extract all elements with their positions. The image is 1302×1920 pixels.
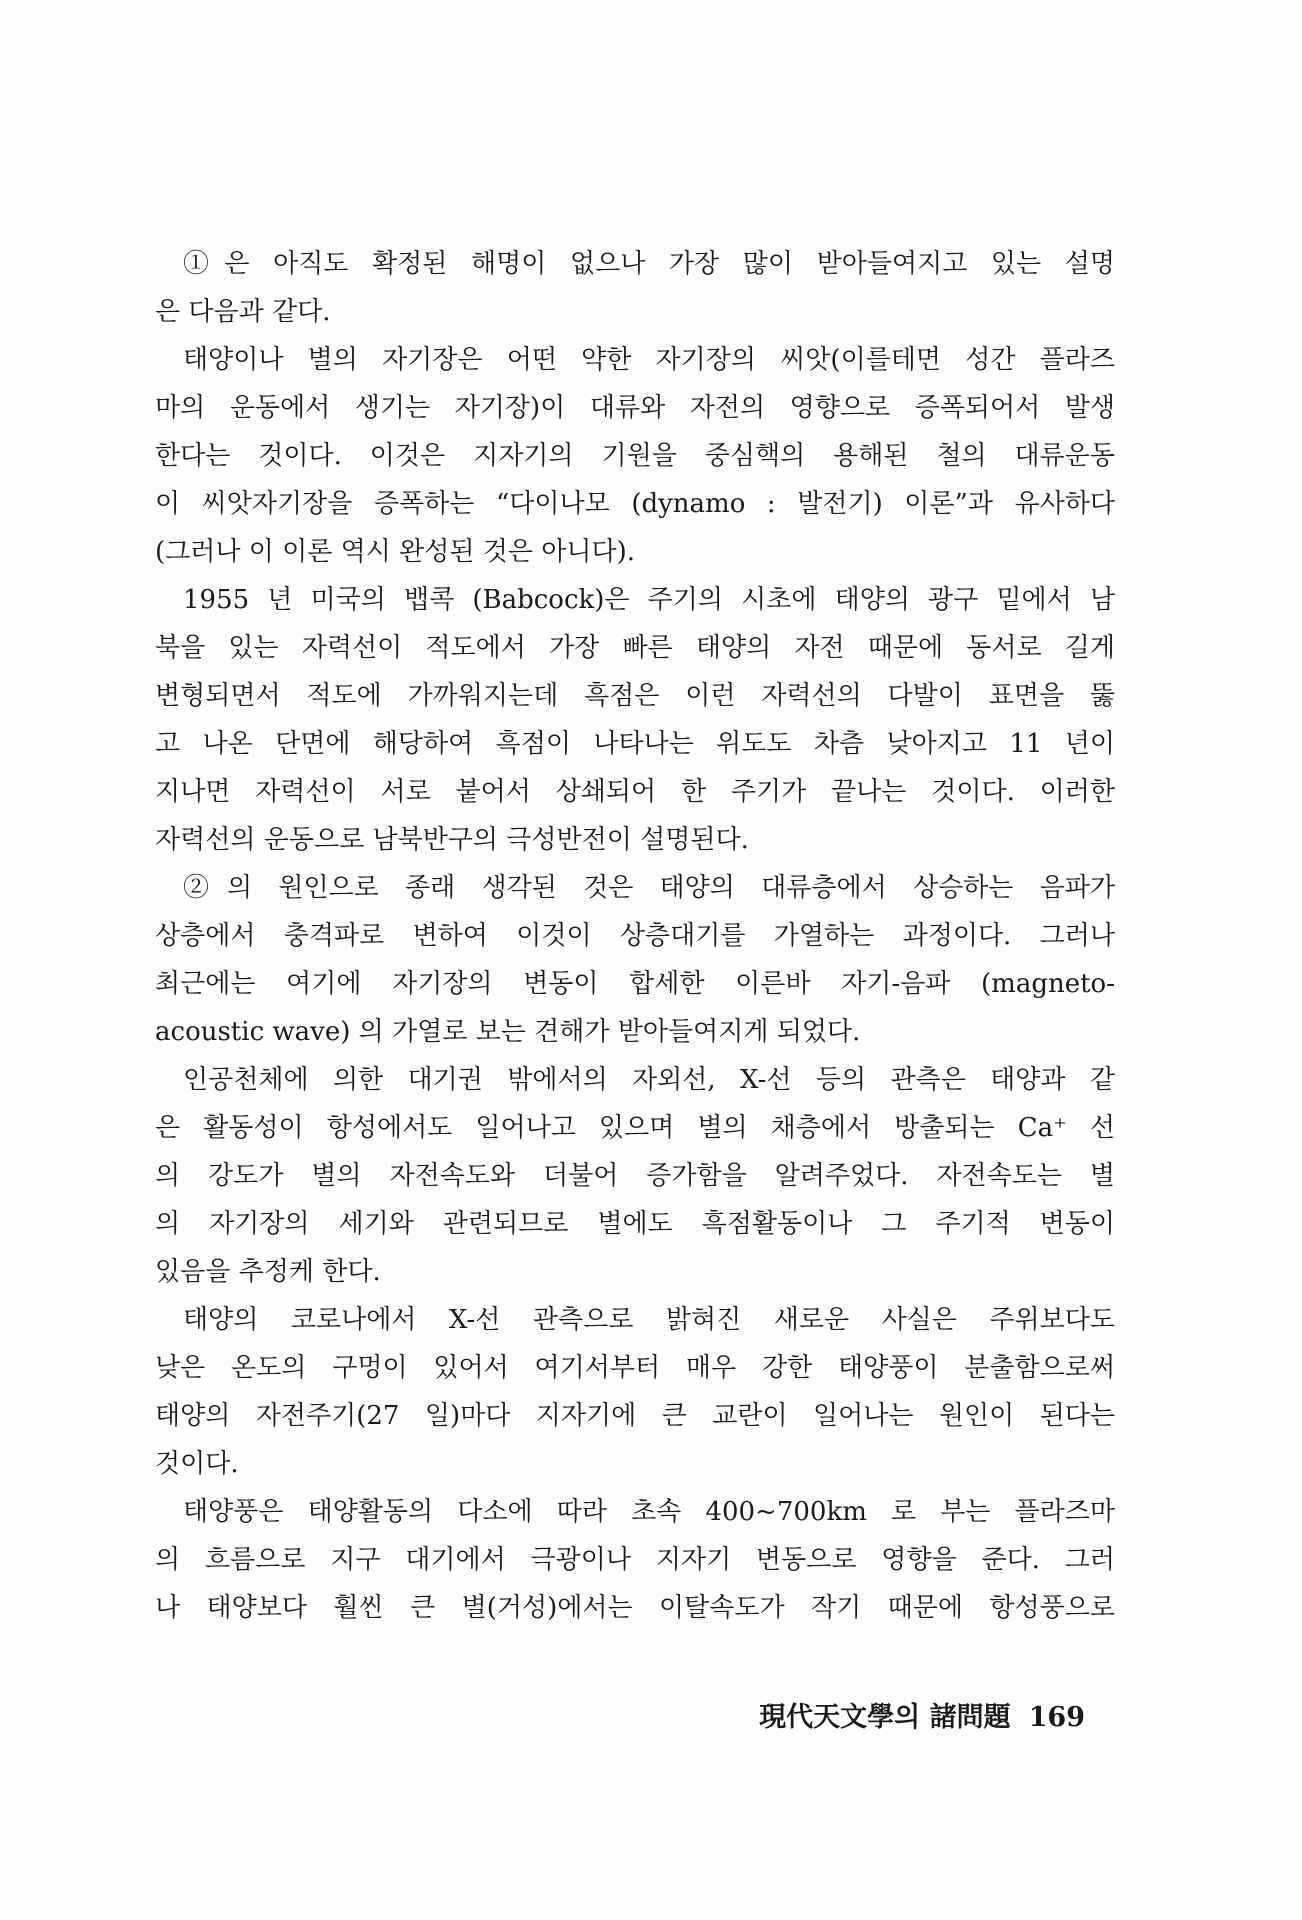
text-line: 이 씨앗자기장을 증폭하는 “다이나모 (dynamo : 발전기) 이론”과 유사하다 <box>155 489 1115 519</box>
page-number: 169 <box>1028 1702 1085 1733</box>
text-line: 태양의 자전주기(27 일)마다 지자기에 큰 교란이 일어나는 원인이 된다는 <box>155 1401 1115 1431</box>
text-line: 변형되면서 적도에 가까워지는데 흑점은 이런 자력선의 다발이 표면을 뚫 <box>155 681 1115 711</box>
text-line: 의 강도가 별의 자전속도와 더불어 증가함을 알려주었다. 자전속도는 별 <box>155 1161 1115 1191</box>
paragraph-dynamo-theory <box>155 336 1115 576</box>
text-line: ②의 원인으로 종래 생각된 것은 태양의 대류층에서 상승하는 음파가 <box>183 873 1115 903</box>
text-line: ①은 아직도 확정된 해명이 없으나 가장 많이 받아들여지고 있는 설명 <box>183 249 1115 279</box>
text-line: 의 자기장의 세기와 관련되므로 별에도 흑점활동이나 그 주기적 변동이 <box>155 1209 1115 1239</box>
page-footer <box>755 1695 1085 1734</box>
paragraph-coronal-heating <box>155 864 1115 1056</box>
paragraph-babcock-model <box>155 576 1115 864</box>
text-line: 낮은 온도의 구멍이 있어서 여기서부터 매우 강한 태양풍이 분출함으로써 <box>155 1353 1115 1383</box>
text-line: 마의 운동에서 생기는 자기장)이 대류와 자전의 영향으로 증폭되어서 발생 <box>155 393 1115 423</box>
paragraph-stellar-activity <box>155 1056 1115 1296</box>
paragraph-solar-wind <box>155 1488 1115 1632</box>
text-line: 태양이나 별의 자기장은 어떤 약한 자기장의 씨앗(이를테면 성간 플라즈 <box>183 345 1115 375</box>
text-line: 의 흐름으로 지구 대기에서 극광이나 지자기 변동으로 영향을 준다. 그러 <box>155 1545 1115 1575</box>
text-line: 최근에는 여기에 자기장의 변동이 합세한 이른바 자기-음파 (magneto- <box>155 969 1115 999</box>
running-title: 現代天文學의 諸問題 <box>759 1702 1011 1733</box>
text-line: acoustic wave) 의 가열로 보는 견해가 받아들여지게 되었다. <box>155 1017 861 1047</box>
text-line: 지나면 자력선이 서로 붙어서 상쇄되어 한 주기가 끝나는 것이다. 이러한 <box>155 777 1115 807</box>
text-line: 태양풍은 태양활동의 다소에 따라 초속 400~700km 로 부는 플라즈마 <box>183 1497 1115 1527</box>
text-line: 자력선의 운동으로 남북반구의 극성반전이 설명된다. <box>155 825 749 855</box>
text-line: 한다는 것이다. 이것은 지자기의 기원을 중심핵의 용해된 철의 대류운동 <box>155 441 1115 471</box>
text-line: 인공천체에 의한 대기권 밖에서의 자외선, X-선 등의 관측은 태양과 같 <box>183 1065 1115 1095</box>
text-line: 은 다음과 같다. <box>155 297 331 327</box>
text-line: 나 태양보다 훨씬 큰 별(거성)에서는 이탈속도가 작기 때문에 항성풍으로 <box>155 1593 1115 1623</box>
text-line: 있음을 추정케 한다. <box>155 1257 381 1287</box>
text-line: 1955 년 미국의 뱁콕 (Babcock)은 주기의 시초에 태양의 광구 밑에서 남 <box>183 585 1115 615</box>
body-text <box>155 240 1115 1632</box>
text-line: 것이다. <box>155 1449 239 1479</box>
text-line: (그러나 이 이론 역시 완성된 것은 아니다). <box>155 537 635 567</box>
text-line: 북을 있는 자력선이 적도에서 가장 빠른 태양의 자전 때문에 동서로 길게 <box>155 633 1115 663</box>
text-line: 은 활동성이 항성에서도 일어나고 있으며 별의 채층에서 방출되는 Ca⁺ 선 <box>155 1113 1115 1143</box>
text-line: 상층에서 충격파로 변하여 이것이 상층대기를 가열하는 과정이다. 그러나 <box>155 921 1115 951</box>
text-line: 태양의 코로나에서 X-선 관측으로 밝혀진 새로운 사실은 주위보다도 <box>183 1305 1115 1335</box>
text-line: 고 나온 단면에 해당하여 흑점이 나타나는 위도도 차츰 낮아지고 11 년이 <box>155 729 1115 759</box>
paragraph-theory-explanation <box>155 240 1115 336</box>
paragraph-coronal-holes <box>155 1296 1115 1488</box>
